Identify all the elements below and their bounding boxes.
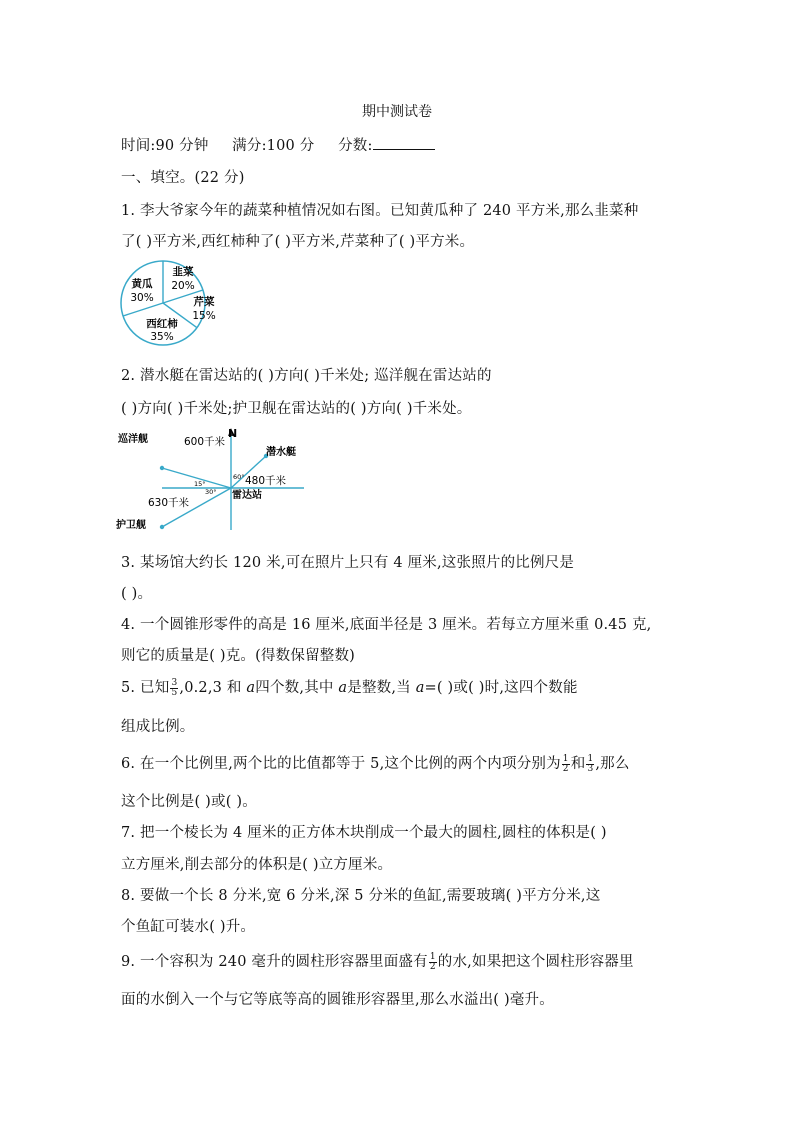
radar-direction-diagram [114,424,314,536]
q5-var-a1: a [246,680,256,696]
q5-var-a3: a [415,680,425,696]
section-heading: 一、填空。(22 分) [121,170,245,186]
q9-fraction: $\frac{1}{2}$ [429,951,436,972]
q9-line2: 面的水倒入一个与它等底等高的圆锥形容器里,那么水溢出( )毫升。 [121,992,554,1008]
q5-var-a2: a [338,680,348,696]
q9-text-post: 的水,如果把这个圆柱形容器里 [437,954,634,970]
q5-fraction: $\frac{3}{5}$ [171,677,178,698]
pie-value-celery: 15% [192,310,216,322]
vegetable-pie-chart [118,258,228,350]
angle-15: 15° [194,480,206,488]
pie-label-chives: 韭菜 [172,266,194,278]
pie-label-cucumber: 黄瓜 [131,278,153,290]
q4-line2: 则它的质量是( )克。(得数保留整数) [121,648,356,664]
q9-line1 [121,950,634,972]
q6-line2: 这个比例是( )或( )。 [121,794,257,810]
pie-label-celery: 芹菜 [193,296,215,308]
q5-text-mid: ,0.2,3 和 [179,680,247,696]
north-label: N [228,427,238,440]
q7-line1: 7. 把一个棱长为 4 厘米的正方体木块削成一个最大的圆柱,圆柱的体积是( ) [121,825,607,841]
q2-line1: 2. 潜水艇在雷达站的( )方向( )千米处; 巡洋舰在雷达站的 [121,368,492,384]
pie-value-cucumber: 30% [130,292,154,304]
q5-line2: 组成比例。 [121,719,195,735]
pie-value-chives: 20% [171,280,195,292]
cruiser-point [160,466,164,470]
q5-text-post3: =( )或( )时,这四个数能 [424,680,578,696]
frigate-distance: 630千米 [148,497,190,509]
pie-value-tomato: 35% [150,331,174,343]
q5-text-post: 四个数,其中 [255,680,339,696]
frigate-point [160,525,164,529]
q6-fraction-2: $\frac{1}{3}$ [587,753,594,774]
submarine-label: 潜水艇 [266,447,296,458]
q6-text-post: ,那么 [595,756,630,772]
score-label: 分数: [338,138,373,154]
page-title: 期中测试卷 [362,104,432,120]
submarine-distance: 480千米 [245,475,287,487]
station-label: 雷达站 [232,490,262,501]
time-label: 时间:90 分钟 [121,138,209,154]
q8-line2: 个鱼缸可装水( )升。 [121,919,256,935]
q7-line2: 立方厘米,削去部分的体积是( )立方厘米。 [121,857,393,873]
cruiser-label: 巡洋舰 [118,434,148,445]
pie-label-tomato: 西红柿 [146,318,178,330]
angle-30: 30° [205,488,217,496]
q4-line1: 4. 一个圆锥形零件的高是 16 厘米,底面半径是 3 厘米。若每立方厘米重 0.45 克, [121,617,652,633]
score-blank[interactable] [373,136,435,150]
q5-text-post2: 是整数,当 [347,680,416,696]
q9-text-pre: 9. 一个容积为 240 毫升的圆柱形容器里面盛有 [121,954,428,970]
q1-line1: 1. 李大爷家今年的蔬菜种植情况如右图。已知黄瓜种了 240 平方米,那么韭菜种 [121,203,639,219]
header-info [121,134,435,155]
q2-line2: ( )方向( )千米处;护卫舰在雷达站的( )方向( )千米处。 [121,401,472,417]
full-score-label: 满分:100 分 [232,138,315,154]
q5-text-pre: 5. 已知 [121,680,170,696]
q1-line2: 了( )平方米,西红柿种了( )平方米,芹菜种了( )平方米。 [121,234,475,250]
q3-line1: 3. 某场馆大约长 120 米,可在照片上只有 4 厘米,这张照片的比例尺是 [121,555,575,571]
angle-60: 60° [233,473,245,481]
cruiser-distance: 600千米 [184,436,226,448]
frigate-label: 护卫舰 [116,520,146,531]
q6-fraction-1: $\frac{1}{2}$ [562,753,569,774]
q6-text-pre: 6. 在一个比例里,两个比的比值都等于 5,这个比例的两个内项分别为 [121,756,561,772]
q3-line2: ( )。 [121,586,153,602]
q6-line1 [121,752,630,774]
q8-line1: 8. 要做一个长 8 分米,宽 6 分米,深 5 分米的鱼缸,需要玻璃( )平方分米,这 [121,888,601,904]
q5-line1 [121,676,578,698]
q6-text-and: 和 [570,756,586,772]
